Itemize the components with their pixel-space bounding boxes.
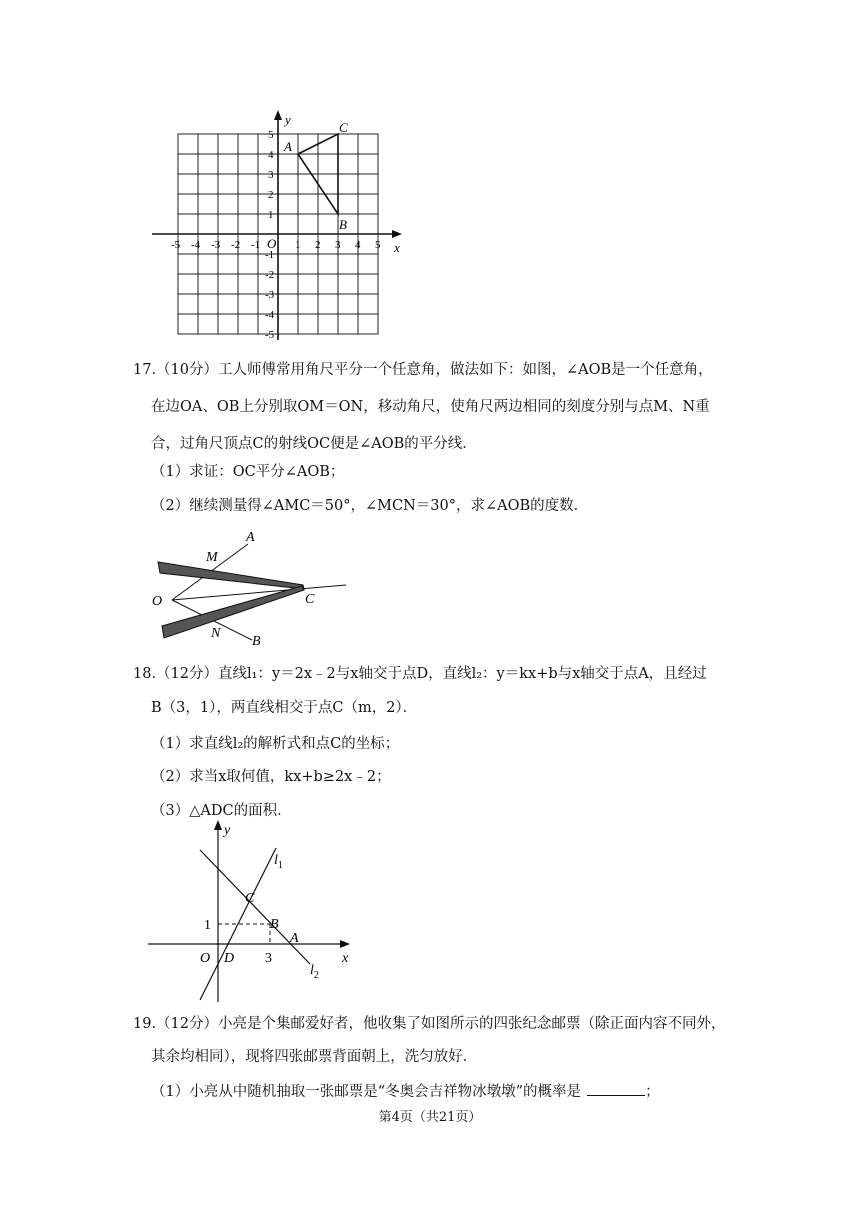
q19-sub1-text: （1）小亮从中随机抽取一张邮票是“冬奥会吉祥物冰墩墩”的概率是 xyxy=(151,1084,582,1100)
y-tick-label: 5 xyxy=(268,129,274,141)
fig18-c-label: C xyxy=(245,891,255,906)
fig17-label-n: N xyxy=(211,626,221,641)
q19-line1: 19.（12分）小亮是个集邮爱好者，他收集了如图所示的四张纪念邮票（除正面内容不同外， xyxy=(133,1016,726,1032)
y-tick-label: -2 xyxy=(265,269,275,281)
x-tick-label: -3 xyxy=(211,239,221,251)
angle-square-figure xyxy=(148,528,358,650)
fig18-y-label: y xyxy=(224,823,231,838)
q17-line3: 合，过角尺顶点C的射线OC便是∠AOB的平分线． xyxy=(151,436,477,452)
q17-sub1: （1）求证：OC平分∠AOB； xyxy=(151,464,345,480)
fig18-d-label: D xyxy=(224,951,235,966)
q17-sub2: （2）继续测量得∠AMC＝50°，∠MCN＝30°，求∠AOB的度数． xyxy=(151,498,589,514)
grid-origin-label: O xyxy=(267,236,277,251)
y-tick-label: 1 xyxy=(268,209,274,221)
y-tick-label: -4 xyxy=(265,309,275,321)
x-tick-label: -1 xyxy=(251,239,261,251)
fig18-tick-1: 1 xyxy=(204,918,211,933)
q18-line1: 18.（12分）直线l₁：y＝2x﹣2与x轴交于点D，直线l₂：y＝kx+b与x轴交于点A，且经过 xyxy=(133,666,707,682)
grid-y-label: y xyxy=(285,112,291,127)
fig17-label-a: A xyxy=(246,530,255,545)
fig18-l1-label: $l_1$ xyxy=(274,853,283,871)
point-a-label: A xyxy=(284,139,292,154)
lines-intersection-figure xyxy=(146,816,358,1006)
x-tick-label: 2 xyxy=(315,239,321,251)
x-tick-label: 1 xyxy=(295,239,301,251)
fig17-label-m: M xyxy=(206,550,218,565)
q17-line1: 17.（10分）工人师傅常用角尺平分一个任意角，做法如下：如图，∠AOB是一个任意角， xyxy=(133,362,713,378)
q18-line2: B（3，1），两直线相交于点C（m，2）． xyxy=(151,700,418,716)
fig18-a-label: A xyxy=(290,931,299,946)
point-b-label: B xyxy=(339,217,347,232)
fig18-tick-3: 3 xyxy=(265,951,272,966)
q19-sub1-end: ； xyxy=(645,1084,660,1100)
x-tick-label: 5 xyxy=(375,239,381,251)
y-tick-label: -5 xyxy=(265,329,275,340)
x-tick-label: -5 xyxy=(171,239,181,251)
point-c-label: C xyxy=(339,120,348,135)
x-tick-label: -4 xyxy=(191,239,201,251)
x-tick-label: 3 xyxy=(335,239,341,251)
fig18-l2-label: $l_2$ xyxy=(310,963,319,981)
page-footer: 第4页（共21页） xyxy=(378,1110,482,1125)
fig18-o-label: O xyxy=(200,951,211,966)
q18-sub1: （1）求直线l₂的解析式和点C的坐标； xyxy=(151,736,400,752)
y-tick-label: 2 xyxy=(268,189,274,201)
fig17-label-c: C xyxy=(305,592,315,607)
answer-blank xyxy=(587,1081,645,1096)
q18-sub2: （2）求当x取何值，kx+b≥2x﹣2； xyxy=(151,769,391,785)
y-tick-label: 4 xyxy=(268,149,274,161)
x-tick-label: 4 xyxy=(355,239,361,251)
y-tick-label: 3 xyxy=(268,169,274,181)
q19-sub1 xyxy=(151,1081,660,1102)
q19-line2: 其余均相同），现将四张邮票背面朝上，洗匀放好． xyxy=(151,1049,478,1065)
y-tick-label: -3 xyxy=(265,289,275,301)
fig18-b-label: B xyxy=(270,917,279,932)
x-tick-label: -2 xyxy=(231,239,241,251)
fig17-label-b: B xyxy=(252,634,261,649)
grid-x-label: x xyxy=(394,240,400,255)
q18-sub3: （3）△ADC的面积． xyxy=(151,803,292,819)
y-tick-label: -1 xyxy=(265,249,275,261)
fig17-label-o: O xyxy=(152,594,163,609)
q17-line2: 在边OA、OB上分别取OM＝ON，移动角尺，使角尺两边相同的刻度分别与点M、N重 xyxy=(151,399,710,415)
coordinate-grid-figure xyxy=(148,108,410,340)
fig18-x-label: x xyxy=(342,951,349,966)
